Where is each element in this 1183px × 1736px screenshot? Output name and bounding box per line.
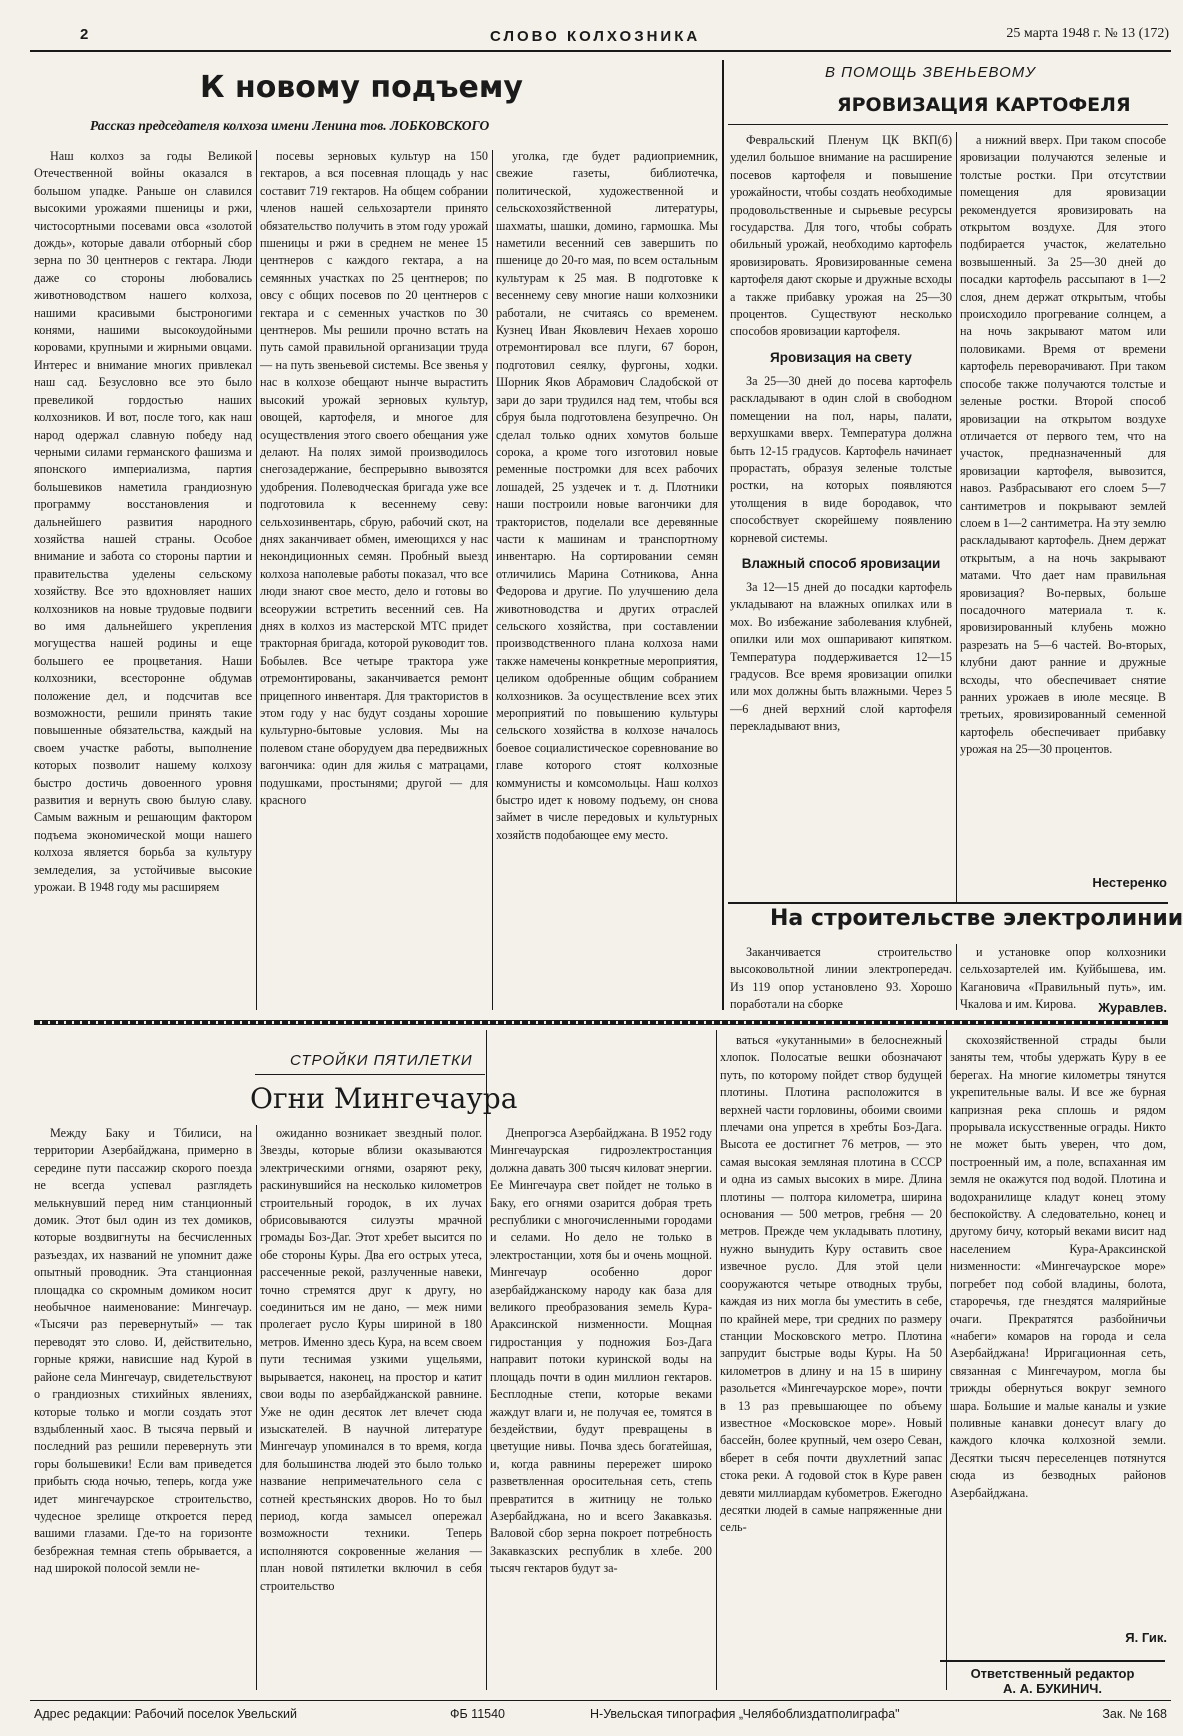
article1-text-1: Наш колхоз за годы Великой Отечественной войны оказался в большом упадке. Раньше он славился высокими урожаями пшеницы и ржи, чистосортными посевами овса «золотой дождь», которые давали отборный сбор зерна по 30 центнеров с гектара. Люди даже со стороны любовались животноводством нашего колхоза, нашими красивыми быстроногими конями, нашими высокоудойными коровами, крупными и жирными овцами. Интерес и внимание многих привлекал наш сад. Безусловно все это было превеликой гордостью наших колхозников. И вот, после того, как наш народ одержал славную победу над черными силами германского фашизма и японского империализма, партия большевиков наметила грандиозную программу восстановления и дальнейшего развития народного хозяйства нашей страны. Особое внимание и забота со стороны партии и правительства уделены сельскому хозяйству. Все это вдохновляет наших колхозников на новые трудовые подвиги во имя дальнейшего укрепления могущества нашей родины и еще большего ее процветания. Наши колхозники, всесторонне обдумав положение дел, и подсчитав все возможности, решили принять такие повышенные обязательства, каждый на своем участке работы, выполнение которых позволит нашему колхозу быстро достичь довоенного уровня развития и вернуть свою былую славу. Самым важным и решающим фактором подъема экономической мощи нашего колхоза является борьба за культуру земледелия, за устойчивые высокие урожаи. В 1948 году мы расширяем	[34, 149, 252, 895]
column-divider	[256, 1125, 257, 1690]
article1-text-2: посевы зерновых культур на 150 гектаров, а вся посевная площадь у нас составит 719 гектаров. На общем собрании членов нашей сельхозартели принято обязательство получить в этом году урожай пшеницы и ржи в среднем не менее 15 центнеров с каждого гектара, а на семянных участках по 25 центнеров; по овсу с общих посевов по 20 центнеров с гектара и с семенных участков по 30 центнеров. Мы решили прочно встать на путь самой правильной организации труда — на путь звеньевой системы. Все звенья у нас в колхозе обещают нынче вырастить высокий урожай зерновых культур, овощей, картофеля, и многое для осуществления этого своего обещания уже делают. На полях зимой производилось снегозадержание, беспрерывно вывозятся удобрения. Полеводческая бригада уже все подготовила к весеннему севу: сельхозинвентарь, сбрую, рабочий скот, на днях заканчивает обмен, имеющихся у нас некондиционных семян. Пробный выезд колхоза наполевые работы показал, что все люди знают свое место, дело и готовы во всеоружии встретить весенний сев. На днях в колхоз из мастерской МТС придет тракторная бригада, которой руководит тов. Бобылев. Все четыре трактора уже отремонтированы, заканчивается ремонт прицепного инвентаря. Для трактористов в этом году у нас будут созданы хорошие культурно-бытовые условия. Мы на полевом стане оборудуем два передвижных вагончика: один для жилья с матрацами, подушками, простынями; другой — для красного	[260, 149, 488, 808]
page-number: 2	[80, 26, 89, 43]
article4-column-1	[34, 1125, 252, 1690]
article4-column-4	[720, 1032, 942, 1690]
article-title-mingachevir: Огни Мингечаура	[250, 1082, 518, 1115]
article2-text-1: Февральский Пленум ЦК ВКП(б) уделил большое внимание на расширение посевов картофеля и повышение урожайности, чтобы создать необходимые продовольственные и сырьевые ресурсы государства. Для того, чтобы собрать обильный урожай, необходимо картофель яровизировать. Яровизированные семена картофеля дают скорые и дружные всходы а также прибавку урожая на 25—30 процентов. Существуют несколько способов яровизации картофеля.	[730, 133, 952, 339]
article2-column-2	[960, 132, 1166, 867]
printer-name: Н-Увельская типография „Челябоблиздатполиграфа"	[590, 1707, 900, 1721]
article2-subhead-wet: Влажный способ яровизации	[741, 555, 941, 571]
editor-block	[940, 1660, 1165, 1696]
column-divider	[956, 132, 957, 902]
article2-text-1b: За 25—30 дней до посева картофель раскладывают в один слой в свободном помещении на пол, нары, палати, верхушками вверх. Температура должна быть 12-15 градусов. Картофель начинает прорастать, образуя зеленые толстые ростки, на которых появляются утолщения в виде бородавок, что способствует скорейшему появлению корневой системы.	[730, 373, 952, 545]
kicker-underline	[255, 1074, 485, 1075]
paper-name: СЛОВО КОЛХОЗНИКА	[490, 28, 701, 45]
article3-text-2: и установке опор колхозники сельхозартелей им. Куйбышева, им. Кагановича «Правильный путь», им. Чкалова и им. Кирова.	[960, 945, 1166, 1012]
article2-text-1c: За 12—15 дней до посадки картофель укладывают на влажных опилках или в мох. Во избежание заболевания клубней, опилки или мох ошпаривают кипятком. Температура поддерживается 12—15 градусов. Все время яровизации опилки или мох должны быть влажными. Через 5—6 дней верхний слой картофеля перекладывают вниз,	[730, 579, 952, 734]
article4-signature: Я. Гик.	[1125, 1630, 1167, 1645]
article3-text-1: Заканчивается строительство высоковольтной линии электропередач. Из 119 опор установлено 93. Хорошо поработали на сборке	[730, 945, 952, 1012]
editor-label: Ответственный редактор	[970, 1666, 1135, 1681]
article4-kicker: СТРОЙКИ ПЯТИЛЕТКИ	[290, 1052, 473, 1069]
top-rule	[30, 50, 1171, 52]
article4-text-1: Между Баку и Тбилиси, на территории Азербайджана, примерно в середине пути пассажир скорого поезда не всегда успевал разглядеть мелькнувший перед ним станционный домик. Этот был один из тех домиков, которые воздвигнуты на бесчисленных разъездах, их названий не упомнит даже опытный проводник. Эта станционная площадка со скромным домиком носит необычное наименование: Мингечаур. «Тысячи раз перевернутый» — так переводят это слово. И, действительно, горные кряжи, нависшие над Курой в районе села Мингечаур, свидетельствуют о грандиозных стихийных явлениях, которые только и могли создать этот вздыбленный хаос. В тысяча первый и последний раз решили перевернуть эти горы большевики! Если вам приведется прибыть сюда ночью, теперь, когда уже идет мингечаурское строительство, чудесное зрелище откроется перед вашими глазами. Где-то на горизонте безбрежная темная степь обрывается, а над широкой полосой земли не-	[34, 1126, 252, 1576]
article1-text-3: уголка, где будет радиоприемник, свежие газеты, библиотечка, политической, художественной и сельскохозяйственной литературы, шахматы, шашки, домино, гармошка. Мы наметили весенний сев завершить по пшенице до 20-го мая, по всем остальным культурам к 25 мая. В подготовке к весеннему севу многие наши колхозники работали, не считаясь со временем. Кузнец Иван Яковлевич Нехаев хорошо отремонтировал все плуги, 67 борон, подготовил сеялку, фургоны, ходки. Шорник Яков Абрамович Сладобской от зари до зари трудился над тем, чтобы вся сбруя была подготовлена безупречно. Он сделал только одних хомутов больше сорока, а кроме того изготовил новые ременные постромки для всех рабочих лошадей, 25 уздечек и т. д. Плотники наши построили новые вагончики для трактористов, поделали все деревянные части к машинам и транспортному инвентарю. На сортировании семян отличились Марина Сотникова, Анна Федорова и другие. По улучшению дела животноводства и других отраслей сельского хозяйства, при составлении производственного плана колхоза нами также намечены конкретные мероприятия, целиком одобренные общим собранием колхозников. За осуществление всех этих мероприятий по повышению культуры сельского хозяйства в колхозе началось боевое социалистическое соревнование во главе которого стоят колхозные коммунисты и комсомольцы. Наш колхоз быстро идет к новому подъему, он снова займет в числе передовых и культурных хозяйств подобающее ему место.	[496, 149, 718, 842]
column-divider	[716, 1030, 717, 1690]
article1-column-1	[34, 148, 252, 1010]
section-divider	[722, 60, 724, 1010]
article-byline: Рассказ председателя колхоза имени Ленина тов. ЛОБКОВСКОГО	[90, 118, 490, 133]
article4-column-2	[260, 1125, 482, 1690]
article-title-potato-vernalization: ЯРОВИЗАЦИЯ КАРТОФЕЛЯ	[837, 94, 1131, 116]
article4-column-3	[490, 1125, 712, 1690]
article4-text-4: ваться «укутанными» в белоснежный хлопок. Полосатые вешки обозначают путь, по которому пойдет створ будущей плотины. Плотина расположится в верхней части горловины, обоими своими плечами она упрется в хребты Боз-Дага. Высота ее достигнет 76 метров, — это самая высокая земляная плотина в СССР и одна из самых высоких в мире. Длина плотины — полтора километра, ширина основания — 500 метров, гребня — 20 метров. Прежде чем укладывать плотину, нужно вынудить Куру оставить свое извечное русло. Для этой цели сооружаются четыре отводных трубы, каждая из них могла бы уместить в себе, по крайней мере, три средних по размеру станции Московского метро. Плотина запрудит быстрые воды Куры. На 50 километров в длину и на 15 в ширину разольется «Мингечаурское море», почти в 13 раз превышающее по объему известное «Московское море». Новый бассейн, более крупный, чем озеро Севан, вберет в себя почти двухлетний запас стока реки. А годовой сток в Куре равен девяти миллиардам кубометров. Ежегодно десятки людей в самые напряженные дни сель-	[720, 1033, 942, 1535]
article4-text-2: ожиданно возникает звездный полог. Звезды, которые вблизи оказываются электрическими огнями, озаряют реку, раскинувшийся на несколько километров строительный городок, в их лучах обрисовываются силуэты мрачной громады Боз-Даг. Этот хребет высится по обе стороны Куры. Два его острых утеса, рассеченные рекой, разлученные навеки, точно стремятся друг к другу, но соединиться им не дано, — меж ними пролегает русло Куры шириной в 180 метров. Именно здесь Кура, на всем своем пути теснимая узкими ущельями, вырывается, наконец, на простор и катит свои воды по азербайджанской равнине. Уже не один десяток лет влечет сюда изыскателей. В научной литературе Мингечаур упоминался в то время, когда для большинства людей это было только название непримечательного села с сотней крестьянских дворов. Но то был период, когда замысел опережал возможности техники. Теперь исполняются сокровенные желания — план новой пятилетки включил в себя строительство	[260, 1126, 482, 1593]
censor-code: ФБ 11540	[450, 1707, 506, 1721]
article2-subhead-light: Яровизация на свету	[770, 349, 912, 365]
article3-column-1	[730, 944, 952, 1012]
column-divider	[256, 150, 257, 1010]
article4-text-5: скохозяйственной страды были заняты тем, чтобы удержать Куру в ее берегах. На многие километры тянутся укрепительные валы. И все же бурная капризная река сплошь и рядом прорывала искусственные ограды. Никто не может быть уверен, что дом, построенный им, а поле, вспаханная им земля не окажутся под водой. Плотина и водохранилище кладут конец этому беспокойству. А следовательно, конец и другому бичу, который веками висит над населением Кура-Араксинской низменности: «Мингечаурское море» погребет под собой владины, болота, староречья, где гнездятся малярийные очаги. Прекратятся разбойничьи «набеги» комаров на города и села Азербайджана! Ирригационная сеть, связанная с Мингечауром, могла бы трижды обернуться вокруг земного шара. Большие и малые каналы и узкие поливные канавки донесут влагу до каждого клочка колхозной земли. Десятки тысяч переселенцев потянутся сюда из безводных районов Азербайджана.	[950, 1033, 1166, 1500]
article2-text-2: а нижний вверх. При таком способе яровизации получаются зеленые и толстые ростки. При отсутствии помещения для яровизации рекомендуется яровизировать на открытом воздухе. Для этого подбирается участок, желательно возвышенный. За 25—30 дней до посадки картофель рассыпают в 1—2 слоя, днем держат открытым, чтобы происходило прогревание солнцем, а на ночь закрывают матом или половиками. Время от времени картофель переворачивают. При таком способе также получаются толстые и зеленые ростки. Второй способ яровизации на открытом воздухе отличается от первого тем, что на участок, предназначенный для яровизации картофеля, вывозится, навоз. Разбрасывают его слоем 5—7 сантиметров и покрывают землей слоем в 1—2 сантиметра. На эту землю раскладывают картофель. Днем держат открытым, а на ночь закрывают матами. Что дает нам правильная яровизация? Во-первых, больше посадочного материала т. к. яровизированный клубень можно разрезать на 5—6 частей. Во-вторых, клубни дают ранние и дружные всходы, что обеспечивает снятие ранних урожаев в июле месяце. В третьих, яровизированный семенной картофель обеспечивает прибавку урожая на 25—30 процентов.	[960, 133, 1166, 757]
article2-signature: Нестеренко	[1092, 875, 1167, 890]
order-number: Зак. № 168	[1102, 1707, 1167, 1721]
article3-signature: Журавлев.	[1098, 1000, 1167, 1015]
column-divider	[492, 150, 493, 1010]
section-rule	[728, 902, 1168, 904]
page-section-separator	[34, 1020, 1168, 1025]
masthead	[80, 26, 1169, 48]
article4-text-3: Днепрогэса Азербайджана. В 1952 году Мингечаурская гидроэлектростанция должна давать 300 тысяч киловат энергии. Ее Мингечаура свет пойдет не только в Баку, его огнями озарится добрая треть республики с многочисленными городами и селами. Но дело не только в электростанции, хотя бы и очень мощной. Мингечаур особенно дорог азербайджанскому народу как база для великого преобразования земель Кура-Араксинской низменности. Мощная гидростанция у подножия Боз-Дага направит потоки куринской воды на площадь почти в один миллион гектаров. Бесплодные степи, которые веками жаждут влаги и, не получая ее, томятся в бездействии, будут превращены в цветущие нивы. Почва здесь богатейшая, и, когда равнины перережет широко разветвленная оросительная сеть, степь превратится в житницу не только Азербайджана, но и всего Закавказья. Валовой сбор зерна покроет потребность Закавказских республик в хлебе. 200 тысяч гектаров будут за-	[490, 1126, 712, 1576]
article1-column-3	[496, 148, 718, 1010]
editorial-address: Адрес редакции: Рабочий поселок Увельский	[34, 1707, 297, 1721]
column-divider	[486, 1030, 487, 1690]
title-underline	[728, 124, 1168, 125]
article-title-new-rise: К новому подъему	[200, 70, 523, 105]
article1-column-2	[260, 148, 488, 1010]
imprint-footer	[30, 1700, 1171, 1728]
editor-name: А. А. БУКИНИЧ.	[1002, 1681, 1103, 1696]
article2-column-1	[730, 132, 952, 900]
column-divider	[946, 1030, 947, 1690]
article-title-power-line: На строительстве электролинии	[770, 906, 1183, 931]
issue-date: 25 марта 1948 г. № 13 (172)	[1006, 26, 1169, 41]
article2-kicker: В ПОМОЩЬ ЗВЕНЬЕВОМУ	[825, 64, 1036, 81]
article4-column-5	[950, 1032, 1166, 1622]
column-divider	[956, 944, 957, 1010]
